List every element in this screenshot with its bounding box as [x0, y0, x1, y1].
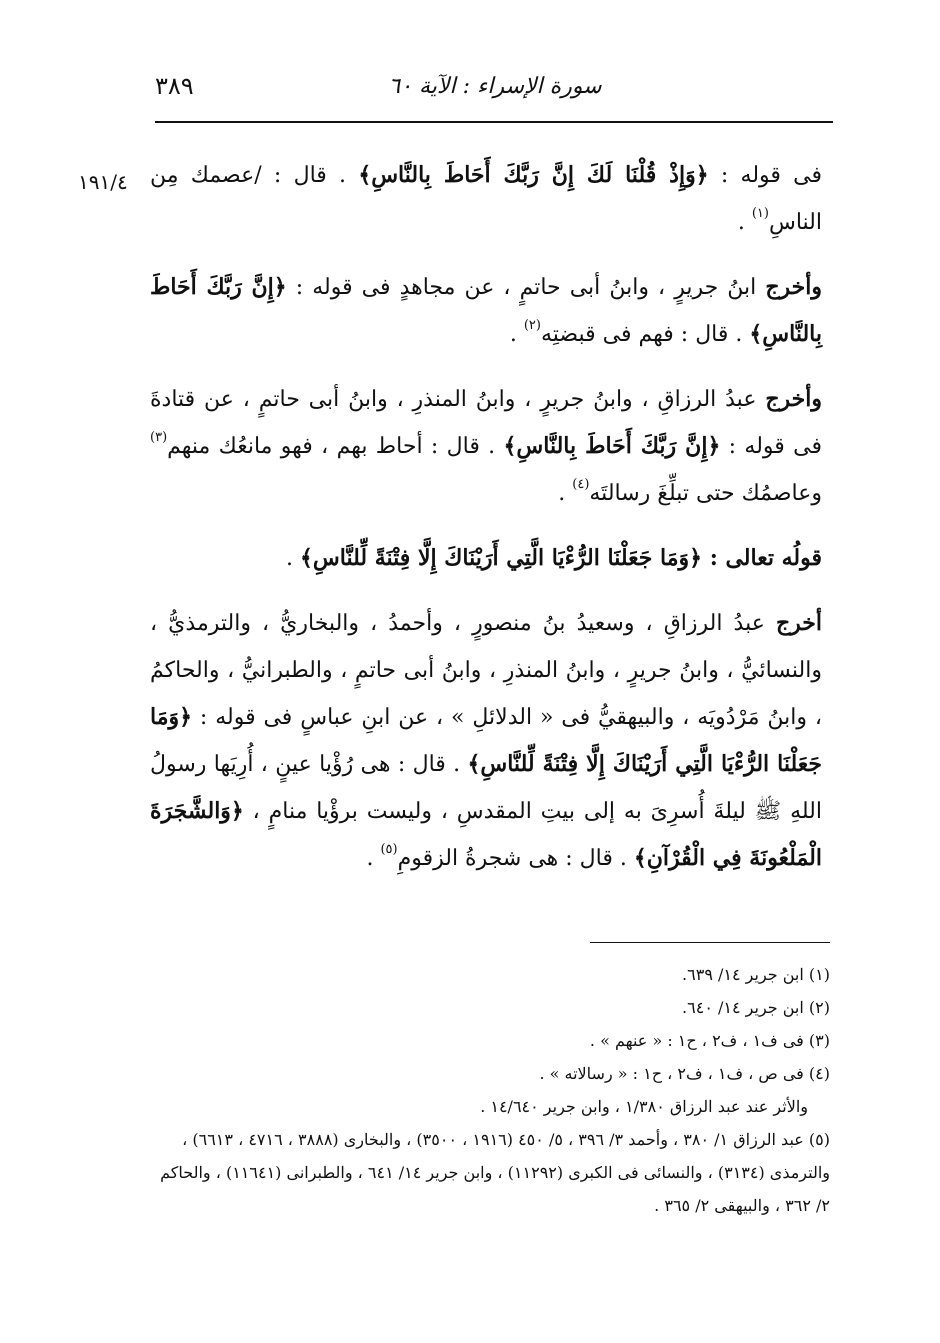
paragraph-3 — [150, 376, 822, 517]
footnote-ref[interactable]: (١) — [751, 206, 769, 221]
text-run: وعاصمُك حتى تبلِّغَ رسالتَه — [589, 481, 822, 506]
text-run: عبدُ الرزاقِ ، وسعيدُ بنُ منصورٍ ، وأحمدُ ، والبخاريُّ ، والترمذيُّ ، والنسائيُّ ، وابنُ جريرٍ ، وابنُ المنذرِ ، وابنُ أبى حاتمٍ ، والطبرانيُّ ، والحاكمُ ، وابنُ مَرْدُويَه ، والبيهقيُّ فى « الدلائلِ » ، عن ابنِ عباسٍ فى قوله : — [150, 611, 822, 730]
footnote-5: (٥) عبد الرزاق ١/ ٣٨٠ ، وأحمد ٣/ ٣٩٦ ، ٥/ ٤٥٠ (١٩١٦ ، ٣٥٠٠) ، والبخارى (٣٨٨٨ ، ٤٧١٦ ، ٦٦١٣) ، والترمذى (٣١٣٤) ، والنسائى فى الكبرى (١١٢٩٢) ، وابن جرير ١٤/ ٦٤١ ، والطبرانى (١١٦٤١) ، والحاكم ٢/ ٣٦٢ ، والبيهقى ٢/ ٣٦٥ . — [160, 1130, 830, 1215]
paragraph-4 — [150, 600, 822, 882]
quran-quote: ﴿وَالشَّجَرَةَ الْمَلْعُونَةَ فِي الْقُرْآنِ﴾ — [150, 798, 822, 871]
text-run: . — [558, 481, 573, 506]
text-run: . — [509, 322, 524, 347]
text-run: . — [737, 210, 752, 235]
quran-quote: ﴿إِنَّ رَبَّكَ أَحَاطَ بِالنَّاسِ﴾ — [503, 433, 721, 459]
text-run: عبدُ الرزاقِ ، وابنُ جريرٍ ، وابنُ المنذرِ ، وابنُ أبى حاتمٍ ، عن قتادةَ فى قوله : — [150, 387, 822, 459]
text-run: فى قوله : — [708, 163, 823, 188]
header-divider — [155, 121, 833, 123]
footnote-divider — [590, 942, 830, 943]
footnote-ref[interactable]: (٤) — [572, 477, 590, 492]
quran-quote: ﴿وَمَا جَعَلْنَا الرُّءْيَا الَّتِي أَرَيْنَاكَ إِلَّا فِتْنَةً لِّلنَّاسِ﴾ — [300, 545, 703, 571]
footnotes — [150, 958, 830, 1222]
paragraph-2 — [150, 264, 822, 358]
quran-quote: ﴿وَإِذْ قُلْنَا لَكَ إِنَّ رَبَّكَ أَحَاطَ بِالنَّاسِ﴾ — [358, 162, 709, 188]
text-run: ابنُ جريرٍ ، وابنُ أبى حاتمٍ ، عن مجاهدٍ فى قوله : — [286, 275, 766, 300]
footnote-2: (٢) ابن جرير ١٤/ ٦٤٠. — [682, 998, 830, 1017]
text-run: . قال : فهم فى قبضتِه — [540, 322, 750, 347]
text-run: . قال : أحاط بهم ، فهو مانعُك منهم — [167, 434, 504, 459]
main-text — [150, 152, 822, 900]
lead-word: وأخرج — [765, 386, 822, 412]
paragraph-1 — [150, 152, 822, 246]
text-run: . — [286, 546, 300, 571]
text-run: . قال : /عصمك مِن الناسِ — [150, 163, 822, 235]
text-run: . قال : هى شجرةُ الزقومِ — [397, 846, 634, 871]
verse-heading — [150, 535, 822, 582]
footnote-4-continuation: والأثر عند عبد الرزاق ١/٣٨٠ ، وابن جرير ١٤/٦٤٠ . — [480, 1097, 808, 1116]
lead-word: وأخرج — [765, 274, 822, 300]
heading-lead: قولُه تعالى : — [702, 545, 822, 571]
lead-word: أخرج — [775, 610, 822, 636]
text-run: . — [366, 846, 381, 871]
footnote-ref[interactable]: (٢) — [523, 318, 541, 333]
footnote-ref[interactable]: (٥) — [380, 842, 398, 857]
footnote-4: (٤) فى ص ، ف١ ، ف٢ ، ح١ : « رسالاته » . — [539, 1064, 830, 1083]
footnote-1: (١) ابن جرير ١٤/ ٦٣٩. — [682, 965, 830, 984]
running-title: سورة الإسراء : الآية ٦٠ — [388, 74, 602, 99]
page-number: ٣٨٩ — [155, 72, 194, 100]
margin-reference: ١٩١/٤ — [78, 170, 128, 194]
footnote-ref[interactable]: (٣) — [150, 430, 168, 445]
footnote-3: (٣) فى ف١ ، ف٢ ، ح١ : « عنهم » . — [589, 1031, 830, 1050]
quran-quote: ﴿إِنَّ رَبَّكَ أَحَاطَ بِالنَّاسِ﴾ — [150, 274, 822, 347]
text-run: . قال : هى رُؤْيا عينٍ ، أُرِيَها رسولُ اللهِ ﷺ ليلةَ أُسرِىَ به إلى بيتِ المقدسِ ، وليست برؤْيا منامٍ ، — [150, 752, 822, 824]
quran-quote: ﴿وَمَا جَعَلْنَا الرُّءْيَا الَّتِي أَرَيْنَاكَ إِلَّا فِتْنَةً لِّلنَّاسِ﴾ — [150, 704, 822, 777]
page-header — [155, 64, 833, 108]
